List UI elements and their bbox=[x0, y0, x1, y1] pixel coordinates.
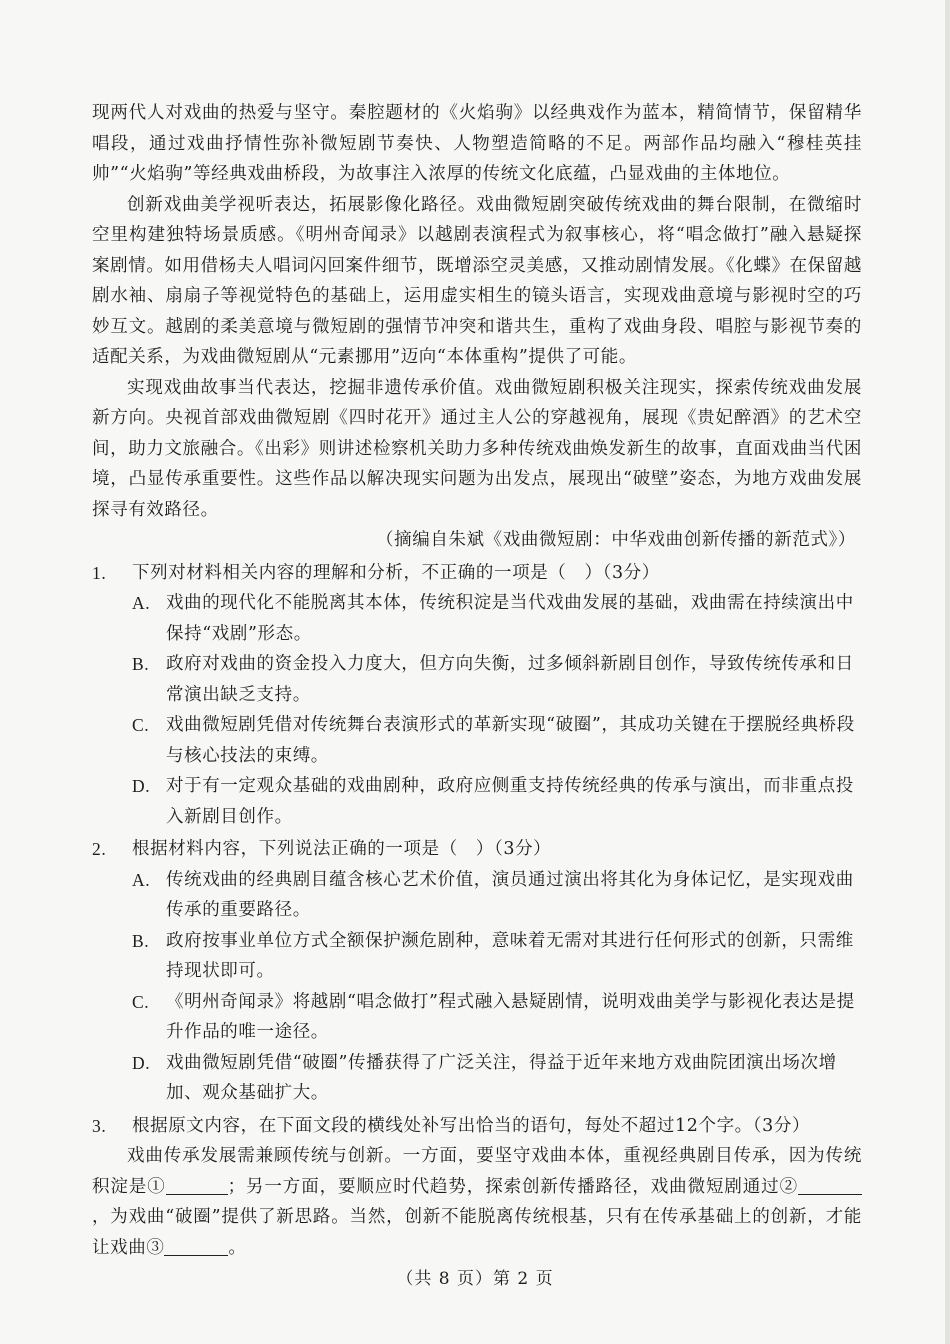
passage-part-3: ，为戏曲“破圈”提供了新思路。当然，创新不能脱离传统根基，只有在传承基础上的创新，才能让戏曲 bbox=[92, 1207, 862, 1258]
question-stem: 根据材料内容，下列说法正确的一项是（ ）（3分） bbox=[132, 839, 552, 859]
option-2a bbox=[92, 865, 862, 926]
passage-part-4: 。 bbox=[228, 1237, 247, 1258]
option-text: 戏曲微短剧凭借“破圈”传播获得了广泛关注，得益于近年来地方戏曲院团演出场次增加、观众基础扩大。 bbox=[166, 1052, 837, 1103]
question-3 bbox=[92, 1111, 862, 1142]
blank-marker-2: ② bbox=[779, 1176, 798, 1197]
option-label: D. bbox=[132, 1052, 151, 1073]
option-1d bbox=[92, 771, 862, 832]
option-label: A. bbox=[132, 869, 151, 890]
option-label: B. bbox=[132, 654, 150, 674]
option-text: 政府按事业单位方式全额保护濒危剧种，意味着无需对其进行任何形式的创新，只需维持现状即可。 bbox=[166, 930, 854, 981]
option-2c bbox=[92, 987, 862, 1048]
option-2b bbox=[92, 926, 862, 987]
answer-blank-3[interactable] bbox=[164, 1235, 228, 1256]
question-stem: 下列对材料相关内容的理解和分析，不正确的一项是（ ）（3分） bbox=[132, 562, 660, 583]
paragraph-contemporary: 实现戏曲故事当代表达，挖掘非遗传承价值。戏曲微短剧积极关注现实，探索传统戏曲发展新方向。央视首部戏曲微短剧《四时花开》通过主人公的穿越视角，展现《贵妃醉酒》的艺术空间，助力文旅融合。《出彩》则讲述检察机关助力多种传统戏曲焕发新生的故事，直面戏曲当代困境，凸显传承重要性。这些作品以解决现实问题为出发点，展现出“破壁”姿态，为地方戏曲发展探寻有效路径。 bbox=[92, 377, 862, 520]
option-label: D. bbox=[132, 776, 151, 796]
option-2d bbox=[92, 1048, 862, 1109]
passage-part-2: ；另一方面，要顺应时代趋势，探索创新传播路径，戏曲微短剧通过 bbox=[227, 1176, 780, 1197]
option-label: C. bbox=[132, 991, 150, 1012]
option-label: A. bbox=[132, 593, 151, 613]
option-text: 《明州奇闻录》将越剧“唱念做打”程式融入悬疑剧情，说明戏曲美学与影视化表达是提升作品的唯一途径。 bbox=[166, 991, 855, 1042]
option-label: C. bbox=[132, 715, 150, 735]
document-page bbox=[92, 98, 862, 1263]
question-1 bbox=[92, 558, 862, 589]
answer-blank-2[interactable] bbox=[798, 1174, 862, 1195]
option-text: 政府对戏曲的资金投入力度大，但方向失衡，过多倾斜新剧目创作，导致传统传承和日常演出缺乏支持。 bbox=[166, 654, 854, 705]
question-stem: 根据原文内容，在下面文段的横线处补写出恰当的语句，每处不超过12个字。（3分） bbox=[132, 1115, 811, 1136]
option-text: 戏曲微短剧凭借对传统舞台表演形式的革新实现“破圈”，其成功关键在于摆脱经典桥段与核心技法的束缚。 bbox=[166, 715, 855, 766]
page-footer: （共 8 页）第 2 页 bbox=[396, 1269, 554, 1289]
fill-in-passage bbox=[92, 1141, 862, 1263]
blank-marker-3: ③ bbox=[146, 1237, 165, 1258]
option-1c bbox=[92, 710, 862, 771]
option-text: 对于有一定观众基础的戏曲剧种，政府应侧重支持传统经典的传承与演出，而非重点投入新剧目创作。 bbox=[166, 776, 854, 827]
page-edge-shadow bbox=[945, 0, 950, 1344]
paragraph-continuation: 现两代人对戏曲的热爱与坚守。秦腔题材的《火焰驹》以经典戏作为蓝本，精简情节，保留精华唱段，通过戏曲抒情性弥补微短剧节奏快、人物塑造简略的不足。两部作品均融入“穆桂英挂帅”“火焰驹”等经典戏曲桥段，为故事注入浓厚的传统文化底蕴，凸显戏曲的主体地位。 bbox=[92, 103, 862, 184]
passage-part-1: 戏曲传承发展需兼顾传统与创新。一方面，要坚守戏曲本体，重视经典剧目传承，因为传统积淀是 bbox=[92, 1146, 862, 1197]
question-number: 3. bbox=[92, 1115, 107, 1136]
option-1b bbox=[92, 649, 862, 710]
option-label: B. bbox=[132, 930, 150, 951]
option-text: 传统戏曲的经典剧目蕴含核心艺术价值，演员通过演出将其化为身体记忆，是实现戏曲传承的重要路径。 bbox=[166, 869, 854, 920]
question-2 bbox=[92, 834, 862, 865]
answer-blank-1[interactable] bbox=[166, 1174, 228, 1195]
paragraph-aesthetics: 创新戏曲美学视听表达，拓展影像化路径。戏曲微短剧突破传统戏曲的舞台限制，在微缩时空里构建独特场景质感。《明州奇闻录》以越剧表演程式为叙事核心，将“唱念做打”融入悬疑探案剧情。如用借杨夫人唱词闪回案件细节，既增添空灵美感，又推动剧情发展。《化蝶》在保留越剧水袖、扇扇子等视觉特色的基础上，运用虚实相生的镜头语言，实现戏曲意境与影视时空的巧妙互文。越剧的柔美意境与微短剧的强情节冲突和谐共生，重构了戏曲身段、唱腔与影视节奏的适配关系，为戏曲微短剧从“元素挪用”迈向“本体重构”提供了可能。 bbox=[92, 194, 862, 367]
source-citation: （摘编自朱斌《戏曲微短剧：中华戏曲创新传播的新范式》） bbox=[376, 530, 856, 550]
option-text: 戏曲的现代化不能脱离其本体，传统积淀是当代戏曲发展的基础，戏曲需在持续演出中保持“戏剧”形态。 bbox=[166, 593, 854, 644]
question-number: 2. bbox=[92, 839, 107, 859]
question-number: 1. bbox=[92, 562, 107, 583]
blank-marker-1: ① bbox=[147, 1176, 166, 1197]
option-1a bbox=[92, 588, 862, 649]
